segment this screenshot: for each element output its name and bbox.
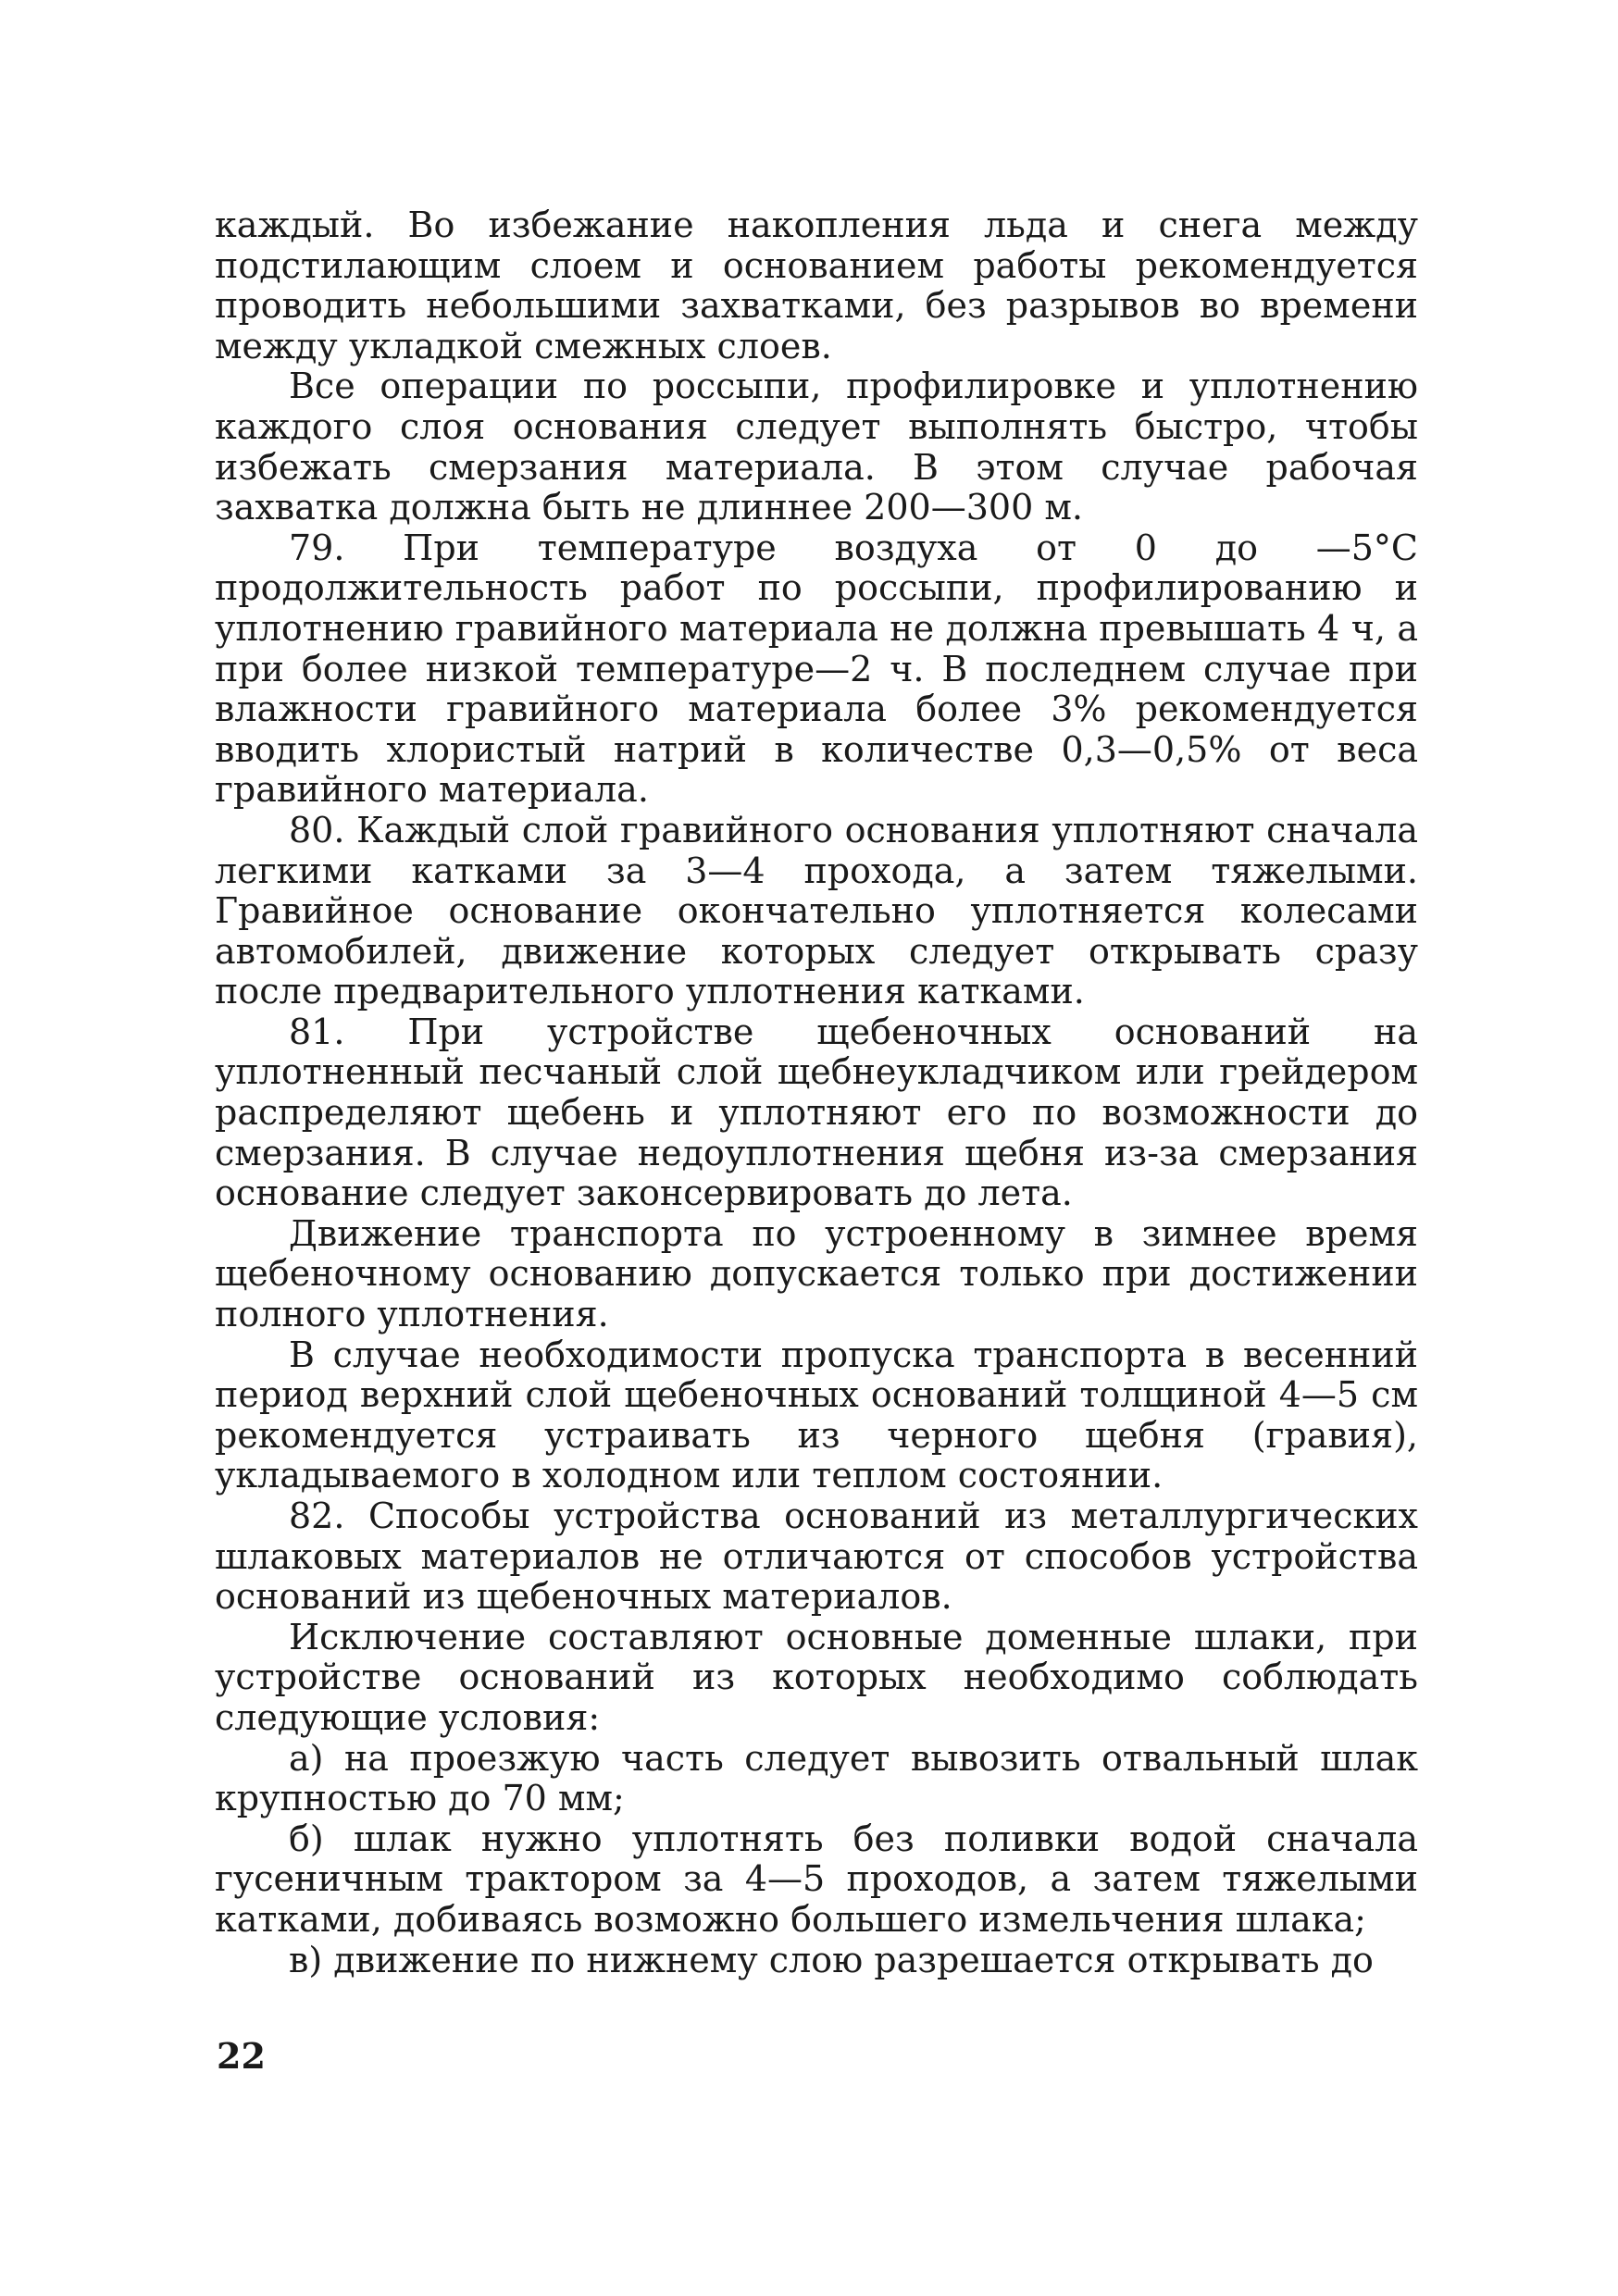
page-number: 22 — [217, 2035, 266, 2077]
paragraph-80: 80. Каждый слой гравийного основания уплотняют сначала легкими катками за 3—4 прохода, а затем тяжелыми. Гравийное основание окончательно уплотняется колесами автомобилей, движение которых следует открывать сразу после предварительного уплотнения катками. — [215, 809, 1418, 1012]
paragraph-exception: Исключение составляют основные доменные шлаки, при устройстве оснований из которых необходимо соблюдать следующие условия: — [215, 1616, 1418, 1738]
paragraph-spring: В случае необходимости пропуска транспорта в весенний период верхний слой щебеночных оснований толщиной 4—5 см рекомендуется устраивать из черного щебня (гравия), укладываемого в холодном или теплом состоянии. — [215, 1334, 1418, 1496]
paragraph-81: 81. При устройстве щебеночных оснований на уплотненный песчаный слой щебнеукладчиком или грейдером распределяют щебень и уплотняют его по возможности до смерзания. В случае недоуплотнения щебня из-за смерзания основание следует законсервировать до лета. — [215, 1011, 1418, 1214]
paragraph-continuation: каждый. Во избежание накопления льда и снега между подстилающим слоем и основанием работы рекомендуется проводить небольшими захватками, без разрывов во времени между укладкой смежных слоев. — [215, 205, 1418, 366]
paragraph-traffic: Движение транспорта по устроенному в зимнее время щебеночному основанию допускается только при достижении полного уплотнения. — [215, 1212, 1418, 1335]
paragraph-79: 79. При температуре воздуха от 0 до —5°С продолжительность работ по россыпи, профилированию и уплотнению гравийного материала не должна превышать 4 ч, а при более низкой температуре—2 ч. В последнем случае при влажности гравийного материала более 3% рекомендуется вводить хлористый натрий в количестве 0,3—0,5% от веса гравийного материала. — [215, 527, 1418, 811]
list-item-a: а) на проезжую часть следует вывозить отвальный шлак крупностью до 70 мм; — [215, 1737, 1418, 1819]
list-item-b: б) шлак нужно уплотнять без поливки водой сначала гусеничным трактором за 4—5 проходов, а затем тяжелыми катками, добиваясь возможно большего измельчения шлака; — [215, 1818, 1418, 1940]
list-item-v: в) движение по нижнему слою разрешается открывать до — [289, 1939, 1374, 1980]
paragraph-82: 82. Способы устройства оснований из металлургических шлаковых материалов не отличаются от способов устройства оснований из щебеночных материалов. — [215, 1496, 1418, 1618]
paragraph-operations: Все операции по россыпи, профилировке и уплотнению каждого слоя основания следует выполнять быстро, чтобы избежать смерзания материала. В этом случае рабочая захватка должна быть не длиннее 200—300 м. — [215, 366, 1418, 528]
body-text — [215, 205, 1418, 1980]
